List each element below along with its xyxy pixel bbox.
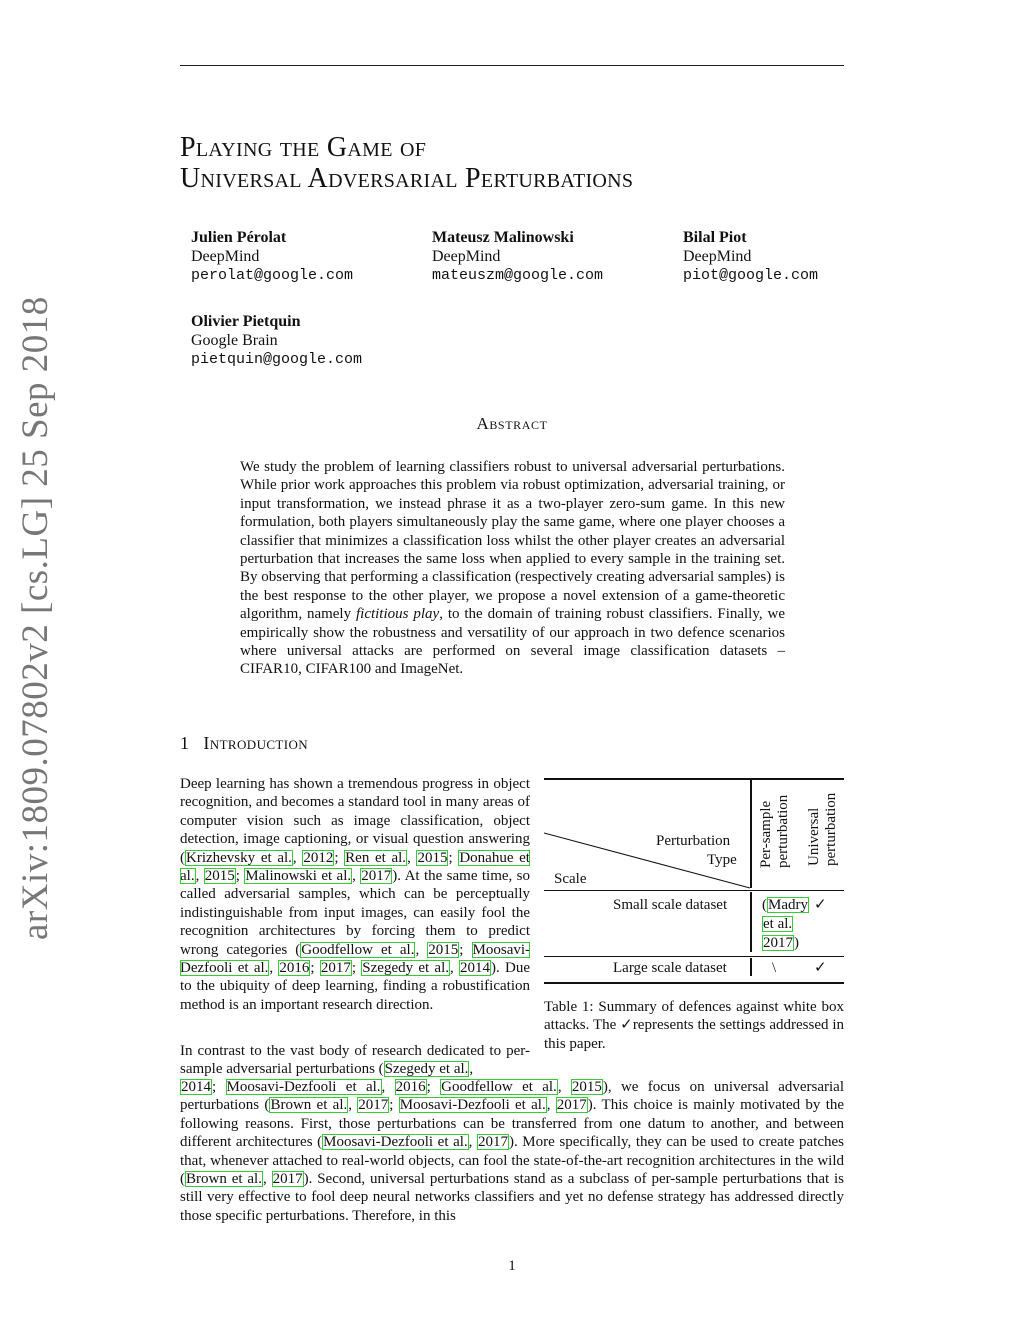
author-affiliation: DeepMind	[191, 248, 260, 265]
author-email[interactable]: pietquin@google.com	[191, 351, 363, 368]
citation-link[interactable]: 2015	[417, 849, 448, 866]
checkmark-icon: ✓	[814, 897, 827, 913]
citation-link[interactable]: Moosavi-Dezfooli et al.	[226, 1079, 381, 1095]
citation-link[interactable]: Madry	[768, 897, 808, 913]
author-name: Bilal Piot	[683, 229, 747, 246]
section-title: Introduction	[203, 733, 309, 753]
author-affiliation: DeepMind	[683, 248, 752, 265]
citation-link[interactable]: Donahue et al.	[180, 849, 530, 885]
col-header-universal: Universal perturbation	[806, 792, 839, 866]
citation-link[interactable]: 2015	[571, 1079, 602, 1095]
title-line-1: Playing the Game of	[180, 132, 427, 163]
author-email[interactable]: piot@google.com	[683, 267, 819, 284]
citation-link[interactable]: 2016	[279, 960, 310, 977]
page-number: 1	[508, 1258, 516, 1274]
citation-link[interactable]: Ren et al.	[345, 849, 407, 866]
citation-link[interactable]: 2014	[460, 960, 491, 977]
col-header-perturbation: Perturbation	[656, 833, 731, 849]
citation-link[interactable]: Brown et al.	[186, 1171, 262, 1188]
paper-title	[180, 132, 633, 194]
citation-link[interactable]: 2015	[204, 868, 235, 885]
citation-link[interactable]: Goodfellow et al.	[301, 941, 415, 958]
header-rule	[180, 65, 844, 66]
title-line-2: Universal Adversarial Perturbations	[180, 163, 634, 194]
col-header-per-sample: Per-sample perturbation	[758, 794, 791, 868]
citation-link[interactable]: 2017	[320, 960, 351, 977]
citation-link[interactable]: et al.	[763, 916, 793, 932]
citation-link[interactable]: 2017	[361, 868, 392, 885]
author-block	[432, 228, 603, 285]
author-block	[191, 312, 362, 369]
citation-link[interactable]: Malinowski et al.	[245, 868, 352, 885]
cell-large-per-sample: \	[772, 960, 777, 976]
author-name: Olivier Pietquin	[191, 313, 301, 330]
table-row-rule	[544, 956, 844, 957]
table-vertical-rule	[750, 780, 752, 888]
section-number: 1	[180, 733, 190, 753]
citation-link[interactable]: 2017	[272, 1171, 303, 1188]
author-name: Mateusz Malinowski	[432, 229, 574, 246]
col-header-type: Type	[707, 852, 737, 868]
table-vertical-rule	[750, 958, 752, 976]
abstract-body: We study the problem of learning classifiers robust to universal adversarial perturbations. While prior work approaches this problem via robust optimization, adversarial training, or input transformation, we instead phrase it as a two-player zero-sum game. In this new formulation, both players simultaneously play the same game, where one player chooses a classifier that minimizes a classification loss whilst the other player creates an adversarial perturbation that increases the same loss when applied to every sample in the training set. By observing that performing a classification (respectively creating adversarial samples) is the best response to the other player, we propose a novel extension of a game-theoretic algorithm, namely fictitious play, to the domain of training robust classifiers. Finally, we empirically show the robustness and versatility of our approach in two defence scenarios where universal attacks are performed on several image classification datasets – CIFAR10, CIFAR100 and ImageNet.	[240, 459, 785, 678]
table-vertical-rule	[750, 892, 752, 952]
citation-link[interactable]: Moosavi-Dezfooli et al.	[399, 1097, 546, 1114]
citation-link[interactable]: Szegedy et al.	[384, 1061, 469, 1078]
citation-link[interactable]: 2017	[477, 1134, 508, 1151]
citation-link[interactable]: Krizhevsky et al.	[186, 849, 292, 866]
section-heading	[180, 733, 308, 754]
citation-link[interactable]: Moosavi-Dezfooli et al.	[180, 941, 531, 977]
author-block	[191, 228, 353, 285]
emphasis: fictitious play	[355, 606, 440, 623]
citation-link[interactable]: Szegedy et al.	[362, 960, 450, 977]
author-affiliation: DeepMind	[432, 248, 501, 265]
intro-paragraph-1: Deep learning has shown a tremendous progress in object recognition, and becomes a standard tool in many areas of computer vision such as image classification, object detection, image captioning, or visual question answering (Krizhevsky et al., 2012; Ren et al., 2015; Donahue et al., 2015; Malinowski et al., 2017). At the same time, so called adversarial samples, which can be perceptually indistinguishable from input images, can easily fool the recognition architectures by forcing them to predict wrong categories (Goodfellow et al., 2015; Moosavi-Dezfooli et al., 2016; 2017; Szegedy et al., 2014). Due to the ubiquity of deep learning, finding a robustification method is an important research direction.	[180, 776, 531, 1013]
arxiv-stamp: arXiv:1809.07802v2 [cs.LG] 25 Sep 2018	[15, 296, 56, 940]
citation-link[interactable]: Moosavi-Dezfooli et al.	[323, 1134, 468, 1151]
table-caption: Table 1: Summary of defences against white box attacks. The ✓represents the settings addressed in this paper.	[544, 999, 844, 1052]
citation-link[interactable]: 2016	[395, 1079, 426, 1095]
citation-link[interactable]: Brown et al.	[270, 1097, 348, 1114]
author-affiliation: Google Brain	[191, 332, 278, 349]
citation-link[interactable]: 2017	[358, 1097, 389, 1114]
citation-link[interactable]: 2014	[181, 1079, 211, 1095]
abstract-heading: Abstract	[476, 414, 548, 433]
table-header-rule	[544, 890, 844, 891]
row-label-small-scale: Small scale dataset	[613, 897, 728, 913]
citation-link[interactable]: 2012	[303, 849, 334, 866]
citation-link[interactable]: 2017	[763, 935, 793, 951]
author-name: Julien Pérolat	[191, 229, 287, 246]
citation-link[interactable]: Goodfellow et al.	[441, 1079, 557, 1095]
intro-paragraph-2: 2014; Moosavi-Dezfooli et al., 2016; Goodfellow et al., 2015), we focus on universal adversarial perturbations (Brown et al., 2017; Moosavi-Dezfooli et al., 2017). This choice is mainly motivated by the following reasons. First, those perturbations can be transferred from one datum to another, and between different architectures (Moosavi-Dezfooli et al., 2017). More specifically, they can be used to create patches that, whenever attached to real-world objects, can fool the state-of-the-art recognition architectures in the wild (Brown et al., 2017). Second, universal perturbations stand as a subclass of per-sample perturbations that is still very effective to fool deep neural networks classifiers and yet no defense strategy has addressed directly those specific perturbations. Therefore, in this	[180, 1079, 845, 1224]
cell-small-per-sample: (Madry et al. 2017)	[762, 897, 808, 951]
citation-link[interactable]: 2015	[428, 941, 459, 958]
intro-paragraph-2-start: In contrast to the vast body of research dedicated to per-sample adversarial perturbations (Szegedy et al.,	[180, 1043, 530, 1078]
author-email[interactable]: mateuszm@google.com	[432, 267, 604, 284]
row-label-large-scale: Large scale dataset	[613, 960, 727, 976]
table-bottom-rule	[544, 982, 844, 984]
author-block	[683, 228, 818, 285]
citation-link[interactable]: 2017	[556, 1097, 587, 1114]
row-header-scale: Scale	[554, 871, 587, 887]
summary-table	[544, 778, 844, 988]
author-email[interactable]: perolat@google.com	[191, 267, 354, 284]
checkmark-icon: ✓	[814, 960, 827, 976]
